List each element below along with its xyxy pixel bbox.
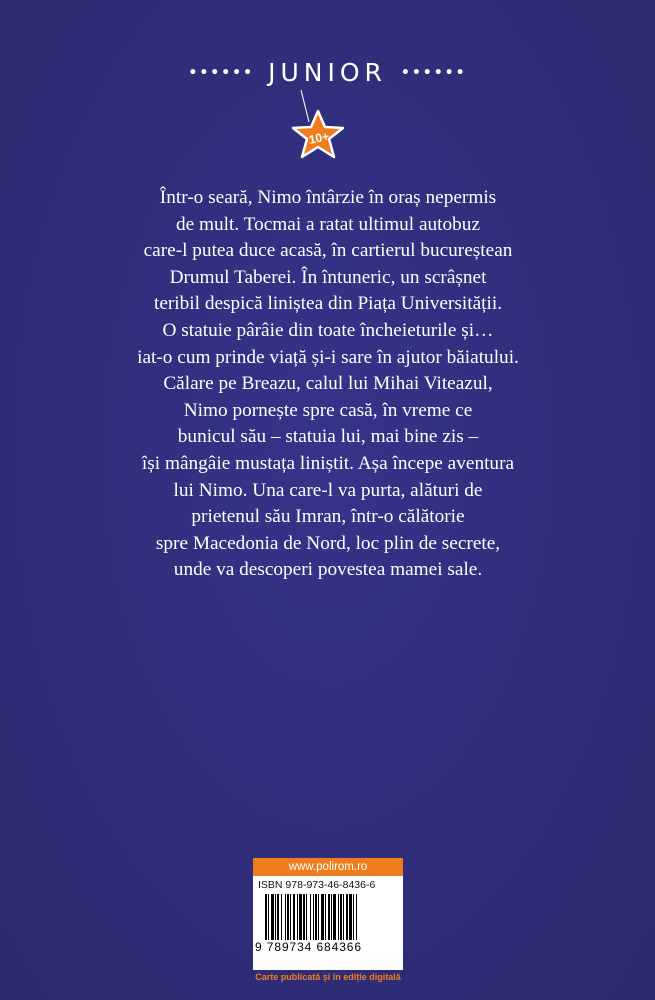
blurb-line: Drumul Taberei. În întuneric, un scrâșnet [169, 266, 487, 288]
barcode-bar [325, 894, 326, 940]
blurb-line: își mângâie mustața liniștit. Așa începe aventura [141, 452, 515, 474]
barcode-bar [349, 894, 352, 940]
barcode-bar [346, 894, 348, 940]
barcode-bar [290, 894, 291, 940]
blurb-line: iat-o cum prinde viață și-i sare în ajutor băiatului. [137, 346, 519, 368]
barcode-bar [310, 894, 311, 940]
blurb-line: lui Nimo. Una care-l va purta, alături de [173, 479, 483, 501]
barcode-bar [299, 894, 302, 940]
barcode-bar [275, 894, 276, 940]
barcode-bar [353, 894, 354, 940]
barcode-bar [321, 894, 324, 940]
blurb-line: care-l putea duce acasă, în cartierul bucureștean [143, 240, 513, 262]
barcode-digits: 9 789734 684366 [255, 940, 362, 954]
blurb-line: Nimo pornește spre casă, în vreme ce [183, 399, 473, 421]
barcode-bar [281, 894, 282, 940]
barcode-bar [328, 894, 330, 940]
barcode-image [265, 894, 399, 940]
series-dots-left: •••••• [188, 64, 255, 81]
barcode-bar [268, 894, 269, 940]
blurb-line: spre Macedonia de Nord, loc plin de secrete, [155, 532, 501, 554]
barcode-bar [338, 894, 339, 940]
age-label: 10+ [307, 129, 331, 147]
barcode-bar [340, 894, 342, 940]
barcode-bar [343, 894, 344, 940]
blurb-text [90, 185, 566, 584]
barcode-bar [313, 894, 314, 940]
series-name: JUNIOR [268, 58, 387, 87]
barcode-bar [277, 894, 279, 940]
blurb-line: unde va descoperi povestea mamei sale. [173, 559, 483, 581]
barcode-sticker [253, 858, 403, 970]
blurb-line: teribil despică liniștea din Piața Universității. [153, 293, 503, 315]
barcode-bar [293, 894, 295, 940]
barcode-bar [287, 894, 289, 940]
star-icon [283, 82, 363, 172]
barcode-bar [318, 894, 319, 940]
isbn-number: ISBN 978-973-46-8436-6 [258, 879, 376, 891]
barcode-bar [297, 894, 298, 940]
blurb-line: bunicul său – statuia lui, mai bine zis – [177, 426, 479, 448]
barcode-bar [285, 894, 286, 940]
series-dots-right: •••••• [400, 64, 467, 81]
barcode-bar [303, 894, 305, 940]
barcode-bar [271, 894, 274, 940]
blurb-line: de mult. Tocmai a ratat ultimul autobuz [175, 213, 481, 235]
barcode-bar [333, 894, 336, 940]
barcode-bar [315, 894, 317, 940]
age-badge [283, 82, 363, 172]
barcode-bar [265, 894, 267, 940]
barcode-bar [356, 894, 357, 940]
blurb-line: O statuie pârâie din toate încheieturile și… [162, 319, 494, 341]
blurb-line: prietenul său Imran, într-o călătorie [191, 506, 465, 528]
publisher-website[interactable]: www.polirom.ro [253, 858, 403, 876]
digital-edition-note: Carte publicată și în ediție digitală [255, 972, 401, 982]
barcode-bar [331, 894, 332, 940]
blurb-line: Într-o seară, Nimo întârzie în oraș nepermis [159, 187, 497, 208]
blurb-line: Călare pe Breazu, calul lui Mihai Viteazul, [163, 373, 493, 395]
barcode-bar [306, 894, 307, 940]
